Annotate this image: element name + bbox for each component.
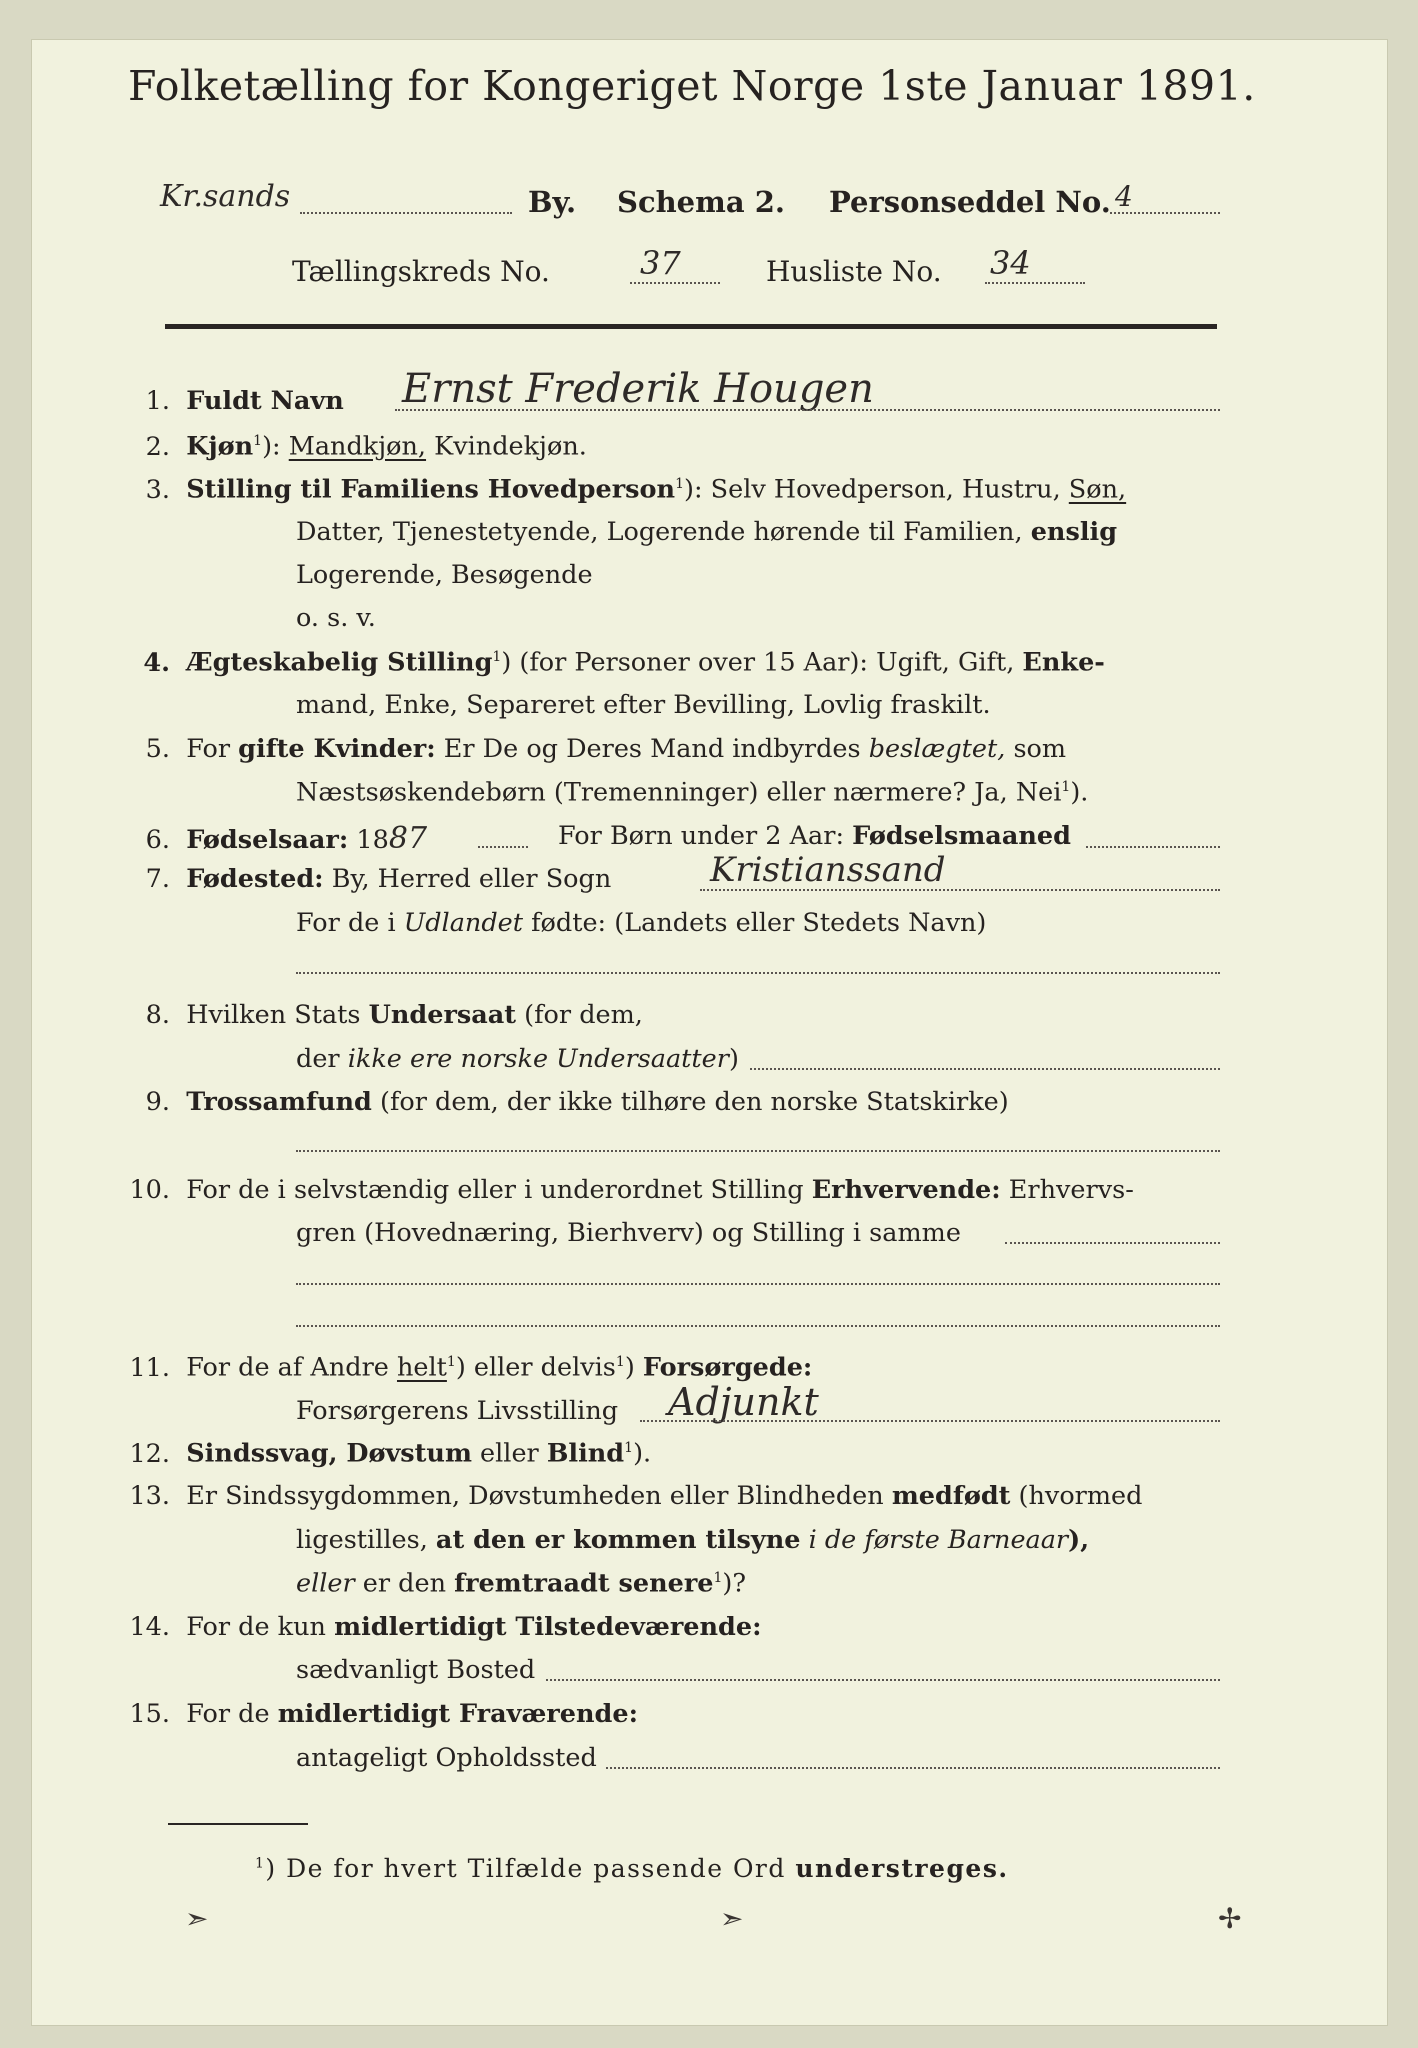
- q8-line1: 8. Hvilken Stats Undersaat (for dem,: [145, 1000, 643, 1030]
- q1-answer: Ernst Frederik Hougen: [402, 366, 874, 412]
- q15-line1: 15. For de midlertidigt Fraværende:: [129, 1699, 638, 1729]
- q7-line1: 7. Fødested: By, Herred eller Sogn: [145, 864, 612, 894]
- q10-blank-line1: [296, 1283, 1220, 1285]
- husliste-label: Husliste No.: [766, 255, 942, 288]
- q3-line1: 3. Stilling til Familiens Hovedperson$^1$): Selv Hovedperson, Hustru, Søn,: [145, 474, 1127, 505]
- q1-line: 1. Fuldt Navn: [145, 386, 344, 416]
- registration-mark-center-icon: ➣: [720, 1902, 744, 1935]
- q2-line: 2. Kjøn$^1$): Mandkjøn, Kvindekjøn.: [145, 431, 587, 462]
- q12-line: 12. Sindssvag, Døvstum eller Blind$^1$).: [129, 1438, 652, 1469]
- q13-line2: ligestilles, at den er kommen tilsyne i de første Barneaar),: [296, 1525, 1090, 1555]
- q7-dotted-line: [700, 889, 1220, 891]
- q4-line2: mand, Enke, Separeret efter Bevilling, Lovlig fraskilt.: [296, 690, 991, 720]
- q3-line2: Datter, Tjenestetyende, Logerende hørende til Familien, enslig: [296, 517, 1118, 547]
- q7-blank-line: [296, 972, 1220, 974]
- footnote-rule: [168, 1823, 308, 1825]
- q6-year-dots: [478, 846, 528, 848]
- q5-line1: 5. For gifte Kvinder: Er De og Deres Mand indbyrdes beslægtet, som: [145, 734, 1067, 764]
- q1-dotted-line: [395, 409, 1220, 411]
- q6-part2: For Børn under 2 Aar: Fødselsmaaned: [558, 821, 1071, 851]
- q6-dotted-line: [1086, 846, 1220, 848]
- q10-dotted-line: [1005, 1242, 1220, 1244]
- q10-blank-line2: [296, 1325, 1220, 1327]
- schema-label: Schema 2.: [617, 185, 785, 219]
- q15-line2: antageligt Opholdssted: [296, 1743, 597, 1773]
- q11-answer: Adjunkt: [668, 1380, 819, 1424]
- q3-son-underlined: Søn,: [1068, 474, 1127, 505]
- q2-mandkjon-underlined: Mandkjøn,: [288, 431, 427, 462]
- registration-mark-right-icon: ✢: [1218, 1902, 1242, 1935]
- q8-dotted-line: [750, 1068, 1220, 1070]
- registration-mark-left-icon: ➣: [185, 1902, 209, 1935]
- q10-line1: 10. For de i selvstændig eller i underordnet Stilling Erhvervende: Erhvervs-: [129, 1175, 1134, 1205]
- q11-helt-underlined: helt: [396, 1352, 447, 1383]
- q4-line1: 4. Ægteskabelig Stilling$^1$) (for Personer over 15 Aar): Ugift, Gift, Enke-: [143, 647, 1105, 678]
- footnote: $^1$) De for hvert Tilfælde passende Ord understreges.: [255, 1854, 1009, 1883]
- q14-dotted-line: [546, 1679, 1220, 1681]
- q6-year-handwritten: 87: [388, 821, 428, 856]
- q11-line1: 11. For de af Andre helt$^1$) eller delvis$^1$) Forsørgede:: [129, 1352, 813, 1383]
- form-title: Folketælling for Kongeriget Norge 1ste Januar 1891.: [128, 62, 1256, 110]
- city-suffix: By.: [528, 185, 577, 219]
- q9-blank-line: [296, 1150, 1220, 1152]
- city-handwritten: Kr.sands: [160, 179, 291, 214]
- q8-line2: der ikke ere norske Undersaatter): [296, 1044, 739, 1074]
- q3-line3: Logerende, Besøgende: [296, 560, 593, 590]
- q3-line4: o. s. v.: [296, 603, 376, 633]
- kreds-no: 37: [640, 244, 681, 282]
- personseddel-no: 4: [1115, 180, 1133, 213]
- q7-answer: Kristianssand: [710, 850, 946, 890]
- personseddel-dotted-line: [1110, 212, 1220, 214]
- q11-line2: Forsørgerens Livsstilling: [296, 1396, 619, 1426]
- q13-line3: eller er den fremtraadt senere$^1$)?: [296, 1568, 747, 1599]
- kreds-dotted-line: [630, 282, 720, 284]
- kreds-label: Tællingskreds No.: [292, 255, 550, 288]
- q11-dotted-line: [640, 1420, 1220, 1422]
- city-dotted-line: [300, 212, 512, 214]
- q14-line1: 14. For de kun midlertidigt Tilstedeværende:: [129, 1612, 762, 1642]
- q7-line2: For de i Udlandet fødte: (Landets eller Stedets Navn): [296, 908, 987, 938]
- q10-line2: gren (Hovednæring, Bierhverv) og Stilling i samme: [296, 1218, 961, 1248]
- husliste-dotted-line: [985, 282, 1085, 284]
- q9-line1: 9. Trossamfund (for dem, der ikke tilhøre den norske Statskirke): [145, 1087, 1009, 1117]
- q13-line1: 13. Er Sindssygdommen, Døvstumheden eller Blindheden medfødt (hvormed: [129, 1481, 1143, 1511]
- q6-line: 6. Fødselsaar: 1887: [145, 821, 428, 856]
- personseddel-label: Personseddel No.: [829, 185, 1111, 219]
- header-rule: [165, 324, 1217, 329]
- q14-line2: sædvanligt Bosted: [296, 1655, 536, 1685]
- q5-line2: Næstsøskendebørn (Tremenninger) eller nærmere? Ja, Nei$^1$).: [296, 777, 1089, 808]
- q15-dotted-line: [606, 1767, 1220, 1769]
- husliste-no: 34: [990, 244, 1031, 282]
